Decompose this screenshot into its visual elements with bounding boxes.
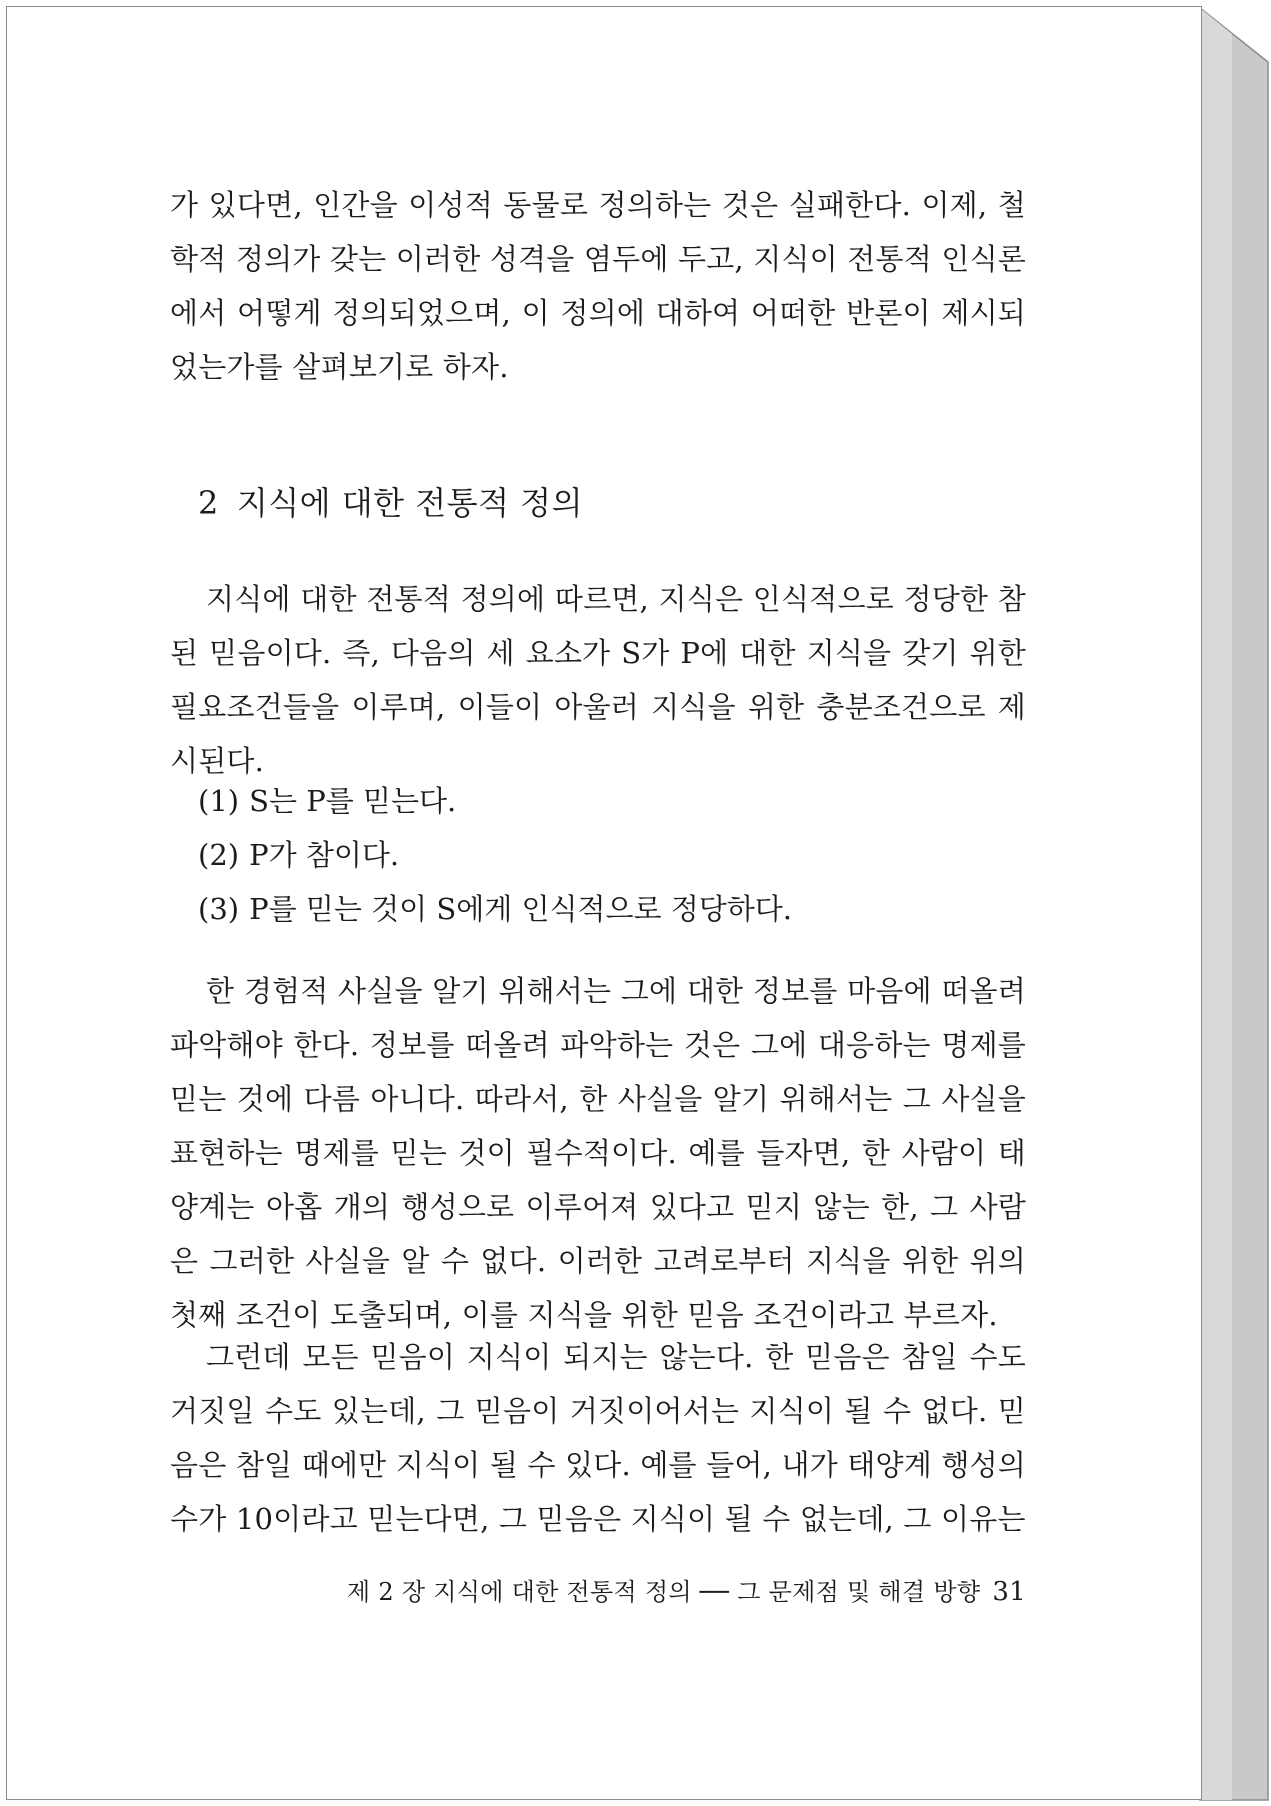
condition-text: P를 믿는 것이 S에게 인식적으로 정당하다.	[249, 892, 793, 926]
condition-item	[198, 774, 792, 828]
condition-text: S는 P를 믿는다.	[249, 784, 457, 818]
running-head: 제 2 장 지식에 대한 전통적 정의 ── 그 문제점 및 해결 방향	[346, 1578, 981, 1606]
page-stack-shade	[1200, 8, 1232, 1800]
paragraph-belief-condition: 한 경험적 사실을 알기 위해서는 그에 대한 정보를 마음에 떠올려 파악해야 한다. 정보를 떠올려 파악하는 것은 그에 대응하는 명제를 믿는 것에 다름 아니다. 따라서, 한 사실을 알기 위해서는 그 사실을 표현하는 명제를 믿는 것이 필수적이다. 예를 들자면, 한 사람이 태양계는 아홉 개의 행성으로 이루어져 있다고 믿지 않는 한, 그 사람은 그러한 사실을 알 수 없다. 이러한 고려로부터 지식을 위한 위의 첫째 조건이 도출되며, 이를 지식을 위한 믿음 조건이라고 부르자.	[170, 974, 1026, 1332]
paragraph-intro-continuation: 가 있다면, 인간을 이성적 동물로 정의하는 것은 실패한다. 이제, 철학적 정의가 갖는 이러한 성격을 염두에 두고, 지식이 전통적 인식론에서 어떻게 정의되었으며, 이 정의에 대하여 어떠한 반론이 제시되었는가를 살펴보기로 하자.	[170, 188, 1026, 384]
section-heading	[198, 478, 583, 524]
page-footer	[170, 1572, 1026, 1607]
condition-mark: (2)	[198, 838, 240, 872]
conditions-list	[198, 774, 792, 936]
paragraph-truth-condition: 그런데 모든 믿음이 지식이 되지는 않는다. 한 믿음은 참일 수도 거짓일 수도 있는데, 그 믿음이 거짓이어서는 지식이 될 수 없다. 믿음은 참일 때에만 지식이 될 수 있다. 예를 들어, 내가 태양계 행성의 수가 10이라고 믿는다면, 그 믿음은 지식이 될 수 없는데, 그 이유는	[170, 1340, 1027, 1536]
section-title-text: 지식에 대한 전통적 정의	[236, 484, 583, 522]
paragraph-definition: 지식에 대한 전통적 정의에 따르면, 지식은 인식적으로 정당한 참된 믿음이다. 즉, 다음의 세 요소가 S가 P에 대한 지식을 갖기 위한 필요조건들을 이루며, 이들이 아울러 지식을 위한 충분조건으로 제시된다.	[170, 582, 1026, 778]
condition-mark: (1)	[198, 784, 240, 818]
condition-mark: (3)	[198, 892, 240, 926]
condition-item	[198, 882, 792, 936]
condition-item	[198, 828, 792, 882]
section-number: 2	[198, 484, 219, 522]
condition-text: P가 참이다.	[249, 838, 400, 872]
page-number: 31	[992, 1577, 1026, 1607]
